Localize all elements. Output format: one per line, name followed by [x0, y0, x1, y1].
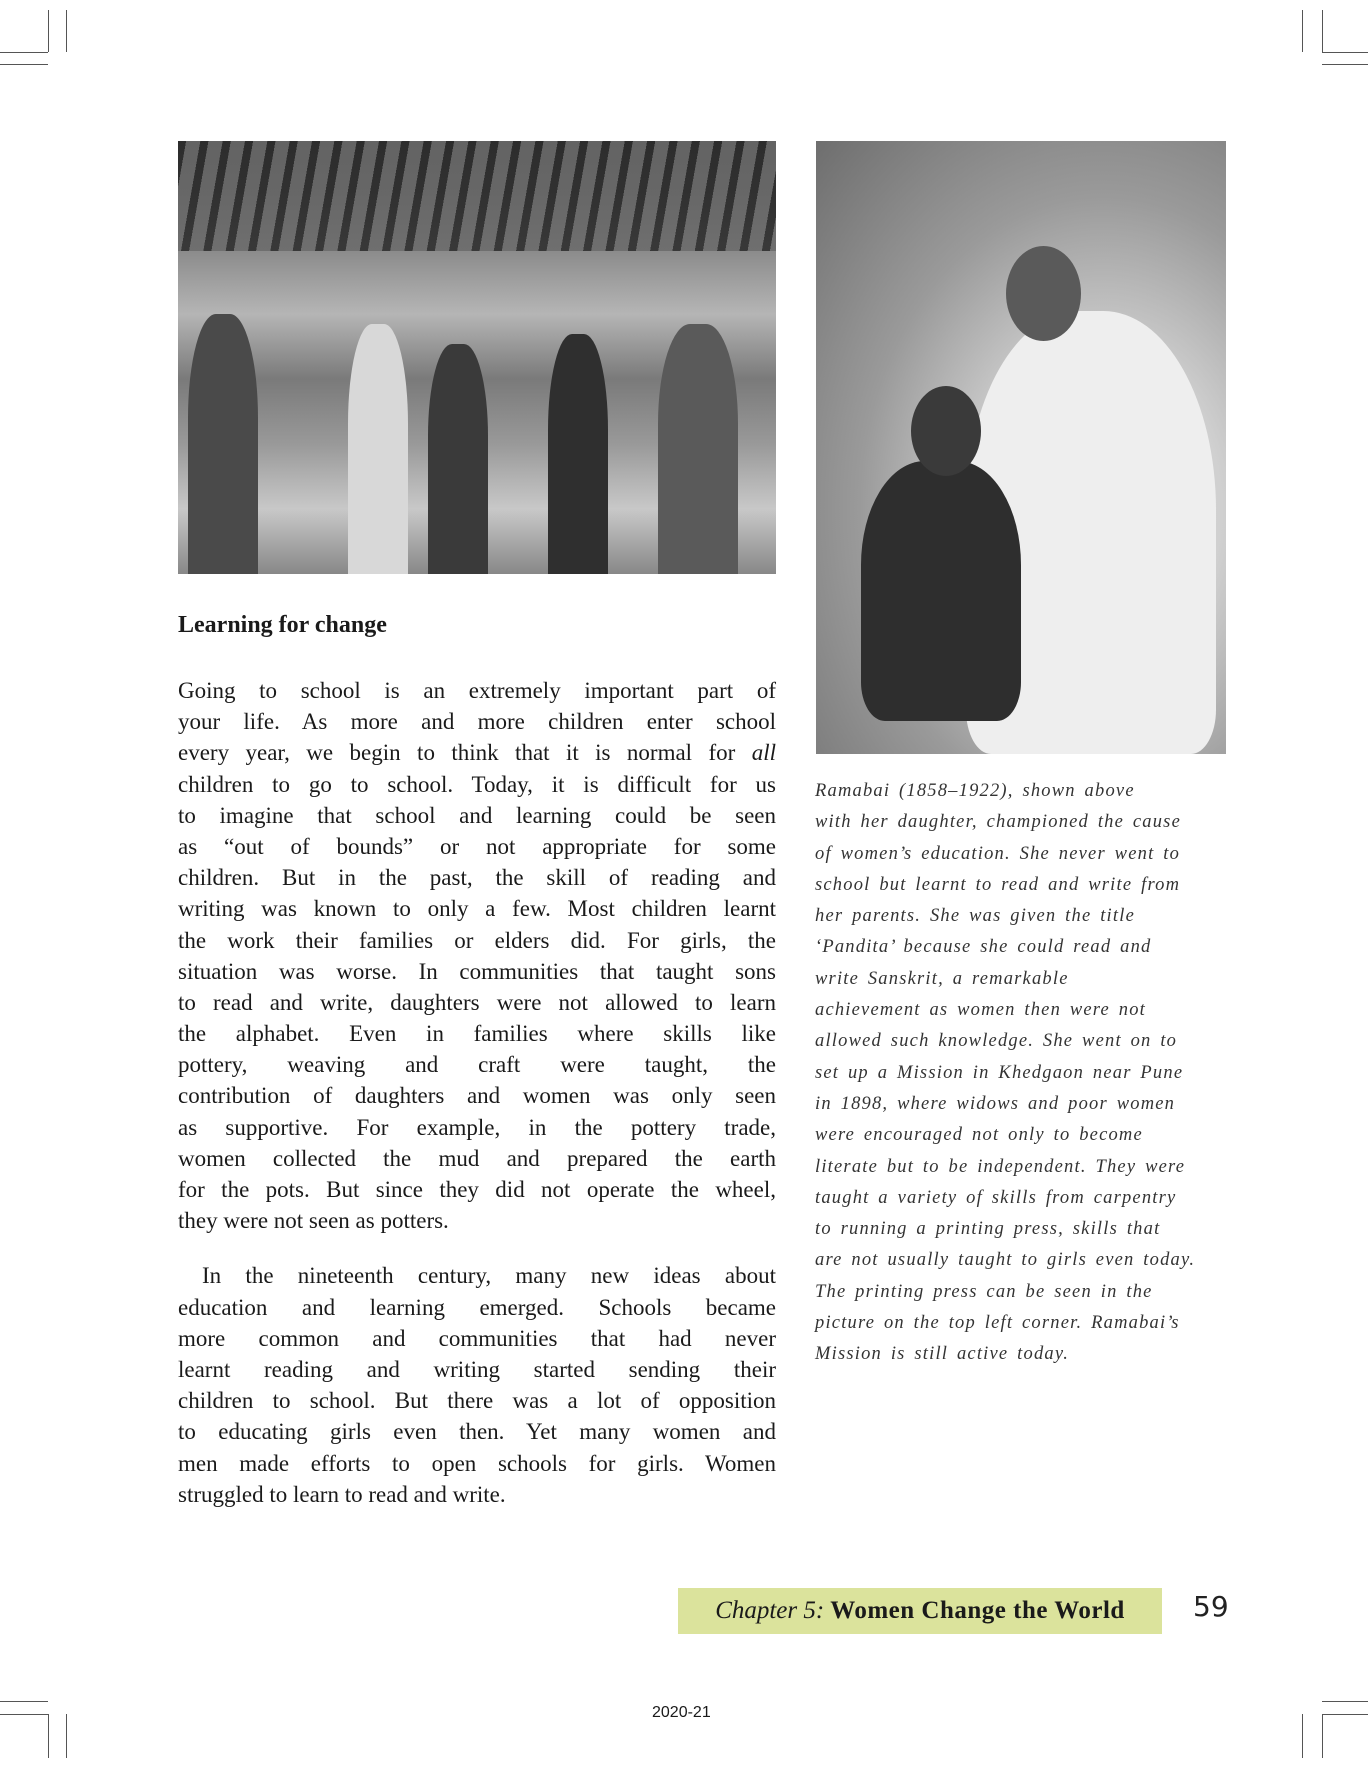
- section-heading: Learning for change: [178, 612, 387, 638]
- body-line: [178, 1385, 776, 1416]
- caption-line: allowed such knowledge. She went on to: [815, 1031, 1178, 1052]
- body-line: [178, 1049, 776, 1080]
- body-line-text: your life. As more and more children enter school: [178, 709, 776, 735]
- body-line: [178, 800, 776, 831]
- body-line: [178, 1479, 776, 1510]
- body-line: [178, 706, 776, 737]
- body-line: [178, 1292, 776, 1323]
- body-line: [178, 925, 776, 956]
- caption-line: write Sanskrit, a remarkable: [815, 968, 1069, 989]
- body-line-text: contribution of daughters and women was only seen: [178, 1083, 776, 1109]
- body-line-text: to educating girls even then. Yet many women and: [178, 1419, 776, 1445]
- body-line: [178, 1260, 776, 1291]
- body-line: [178, 862, 776, 893]
- body-line-text: as “out of bounds” or not appropriate for some: [178, 833, 776, 859]
- crop-mark: [1322, 52, 1368, 53]
- body-line-text: pottery, weaving and craft were taught, the: [178, 1052, 776, 1078]
- body-line: [178, 893, 776, 924]
- body-line: [178, 1448, 776, 1479]
- body-line: [178, 831, 776, 862]
- body-line: [178, 1018, 776, 1049]
- crop-mark: [1322, 64, 1368, 65]
- caption-line: with her daughter, championed the cause: [815, 812, 1181, 833]
- caption-line: to running a printing press, skills that: [815, 1219, 1161, 1240]
- body-line-text: to read and write, daughters were not allowed to learn: [178, 989, 776, 1015]
- emphasis-word: all: [751, 740, 776, 766]
- caption-line: in 1898, where widows and poor women: [815, 1093, 1176, 1114]
- body-line-text: the alphabet. Even in families where skills like: [178, 1021, 776, 1047]
- body-line-text: women collected the mud and prepared the earth: [178, 1145, 776, 1171]
- caption-line: The printing press can be seen in the: [815, 1281, 1153, 1302]
- caption-line: Ramabai (1858–1922), shown above: [815, 781, 1135, 801]
- body-text: [178, 675, 776, 1510]
- crop-mark: [0, 52, 48, 53]
- body-line: [178, 956, 776, 987]
- caption-line: literate but to be independent. They were: [815, 1156, 1186, 1177]
- body-line: [178, 1205, 776, 1236]
- crop-mark: [1302, 1714, 1303, 1758]
- edition-year: 2020-21: [652, 1704, 711, 1721]
- crop-mark: [0, 64, 48, 65]
- ramabai-portrait-photo: [816, 141, 1226, 754]
- crop-mark: [1322, 10, 1323, 52]
- body-line-text: learnt reading and writing started sending their: [178, 1356, 776, 1382]
- caption-line: were encouraged not only to become: [815, 1125, 1143, 1146]
- body-line: [178, 1416, 776, 1447]
- body-line-text: every year, we begin to think that it is normal for: [178, 740, 736, 766]
- body-line-text: children to go to school. Today, it is difficult for us: [178, 771, 776, 797]
- body-line-text: as supportive. For example, in the pottery trade,: [178, 1114, 776, 1140]
- body-line-text: men made efforts to open schools for girls. Women: [178, 1450, 776, 1476]
- body-line: [178, 1354, 776, 1385]
- chapter-footer-band: [678, 1588, 1162, 1634]
- crop-mark: [48, 1714, 49, 1758]
- body-line-text: they were not seen as potters.: [178, 1208, 449, 1234]
- caption-line: of women’s education. She never went to: [815, 843, 1181, 864]
- body-line-text: education and learning emerged. Schools became: [178, 1294, 776, 1320]
- crop-mark: [66, 1714, 67, 1758]
- chapter-label: Chapter 5:: [715, 1597, 825, 1624]
- printing-press-photo: [178, 141, 776, 574]
- body-line: [178, 769, 776, 800]
- body-line: [178, 1174, 776, 1205]
- body-line: [178, 737, 776, 768]
- body-line-text: for the pots. But since they did not operate the wheel,: [178, 1177, 776, 1202]
- body-line: [178, 1080, 776, 1111]
- body-line: [178, 675, 776, 706]
- crop-mark: [66, 10, 67, 52]
- crop-mark: [0, 1701, 48, 1702]
- crop-mark: [1322, 1701, 1368, 1702]
- body-line-text: In the nineteenth century, many new ideas about: [202, 1263, 776, 1289]
- body-line-text: to imagine that school and learning could be seen: [178, 802, 776, 828]
- caption-line: Mission is still active today.: [815, 1344, 1070, 1365]
- body-line: [178, 1143, 776, 1174]
- crop-mark: [1322, 1714, 1368, 1715]
- body-line-text: children to school. But there was a lot of opposition: [178, 1388, 776, 1414]
- caption-line: achievement as women then were not: [815, 1000, 1146, 1021]
- caption-line: her parents. She was given the title: [815, 906, 1135, 927]
- body-line-text: struggled to learn to read and write.: [178, 1481, 506, 1507]
- body-line-text: the work their families or elders did. For girls, the: [178, 927, 776, 953]
- caption-line: school but learnt to read and write from: [815, 874, 1181, 895]
- body-line: [178, 987, 776, 1018]
- body-line-text: writing was known to only a few. Most children learnt: [178, 896, 776, 922]
- body-line-text: situation was worse. In communities that taught sons: [178, 958, 776, 984]
- crop-mark: [1322, 1714, 1323, 1758]
- crop-mark: [1302, 10, 1303, 52]
- caption-line: set up a Mission in Khedgaon near Pune: [815, 1062, 1184, 1083]
- body-line-text: more common and communities that had never: [178, 1325, 776, 1351]
- body-line: [178, 1112, 776, 1143]
- caption-line: are not usually taught to girls even today.: [815, 1250, 1196, 1271]
- caption-line: taught a variety of skills from carpentry: [815, 1187, 1177, 1208]
- body-line-text: children. But in the past, the skill of reading and: [178, 865, 776, 891]
- body-line: [178, 1323, 776, 1354]
- chapter-title: Women Change the World: [830, 1597, 1125, 1624]
- body-line-text: Going to school is an extremely important part of: [178, 678, 776, 703]
- caption-line: ‘Pandita’ because she could read and: [815, 937, 1152, 958]
- crop-mark: [48, 10, 49, 52]
- page-number: 59: [1193, 1590, 1229, 1623]
- photo-caption: [815, 776, 1195, 1371]
- crop-mark: [0, 1714, 48, 1715]
- caption-line: picture on the top left corner. Ramabai’s: [815, 1313, 1180, 1334]
